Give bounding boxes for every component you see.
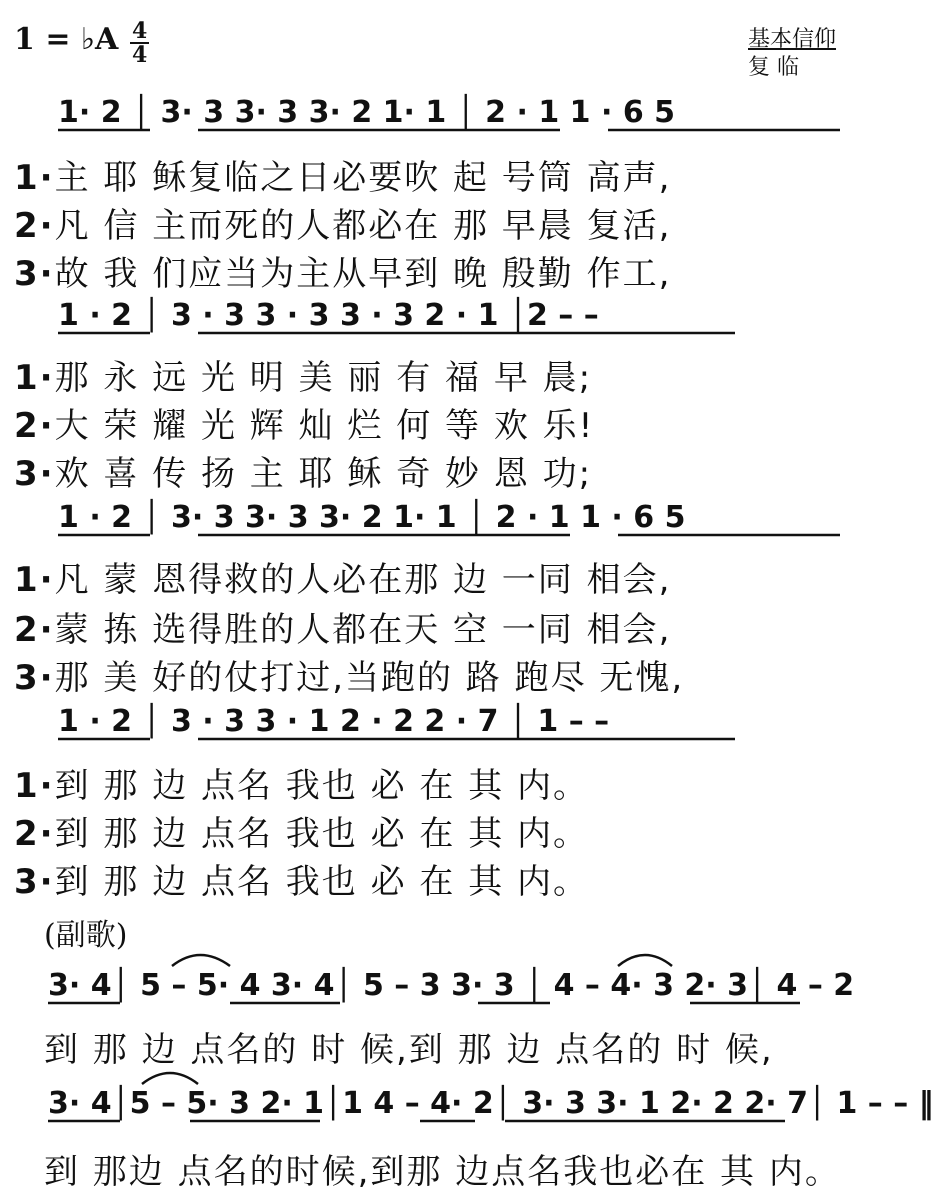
lyric-text: 欢 喜 传 扬 主 耶 稣 奇 妙 恩 功; — [54, 454, 593, 494]
verse-number: 3· — [14, 862, 55, 902]
lyric-text: 到 那 边 点名 我也 必 在 其 内。 — [54, 766, 590, 806]
verse-number: 1· — [14, 766, 55, 806]
lyric-text: 那 美 好的仗打过,当跑的 路 跑尽 无愧, — [54, 658, 685, 698]
verse-number: 3· — [14, 454, 55, 494]
time-signature-top: 4 — [132, 18, 148, 44]
lyric-text: 蒙 拣 选得胜的人都在天 空 一同 相会, — [54, 610, 672, 650]
notation-line: 1· 2 │ 3· 3 3· 3 3· 2 1· 1 │ 2 · 1 1 · 6 5 — [58, 95, 676, 130]
notation-line: 1 · 2 │ 3 · 3 3 · 1 2 · 2 2 · 7 │ 1 – – — [58, 704, 610, 739]
verse-number: 1· — [14, 358, 55, 398]
verse-number: 3· — [14, 658, 55, 698]
lyric-text: 故 我 们应当为主从早到 晚 殷勤 作工, — [54, 254, 672, 294]
chorus-notation-line: 3· 4│ 5 – 5· 4 3· 4│ 5 – 3 3· 3 │ 4 – 4· 3 2· 3│ 4 – 2 — [48, 968, 855, 1003]
hymn-subcategory: 复 临 — [748, 55, 799, 80]
lyric-text: 凡 信 主而死的人都必在 那 早晨 复活, — [54, 206, 672, 246]
verse-number: 2· — [14, 814, 55, 854]
notation-line: 1 · 2 │ 3 · 3 3 · 3 3 · 3 2 · 1 │2 – – — [58, 298, 599, 333]
verse-number: 2· — [14, 406, 55, 446]
verse-number: 1· — [14, 158, 55, 198]
slur — [618, 955, 672, 966]
key-signature: 1 = ♭A — [14, 22, 119, 57]
lyric-text: 到 那 边 点名 我也 必 在 其 内。 — [54, 862, 590, 902]
time-signature-bottom: 4 — [132, 42, 148, 68]
lyric-text: 主 耶 稣复临之日必要吹 起 号筒 高声, — [54, 158, 672, 198]
chorus-label: (副歌) — [44, 918, 128, 953]
slur — [172, 955, 230, 966]
hymn-category: 基本信仰 — [748, 27, 837, 52]
verse-number: 2· — [14, 206, 55, 246]
lyric-text: 凡 蒙 恩得救的人必在那 边 一同 相会, — [54, 560, 672, 600]
chorus-lyric-line: 到 那边 点名的时候,到那 边点名我也必在 其 内。 — [44, 1152, 841, 1192]
verse-number: 3· — [14, 254, 55, 294]
chorus-notation-line: 3· 4│5 – 5· 3 2· 1│1 4 – 4· 2│ 3· 3 3· 1 2· 2 2· 7│ 1 – – ‖ — [48, 1086, 934, 1121]
lyric-text: 那 永 远 光 明 美 丽 有 福 早 晨; — [54, 358, 593, 398]
lyric-text: 到 那 边 点名 我也 必 在 其 内。 — [54, 814, 590, 854]
lyric-text: 大 荣 耀 光 辉 灿 烂 何 等 欢 乐! — [54, 406, 595, 446]
verse-number: 2· — [14, 610, 55, 650]
notation-line: 1 · 2 │ 3· 3 3· 3 3· 2 1· 1 │ 2 · 1 1 · 6 5 — [58, 500, 686, 535]
chorus-lyric-line: 到 那 边 点名的 时 候,到 那 边 点名的 时 候, — [44, 1030, 774, 1070]
slur — [142, 1073, 198, 1084]
verse-number: 1· — [14, 560, 55, 600]
